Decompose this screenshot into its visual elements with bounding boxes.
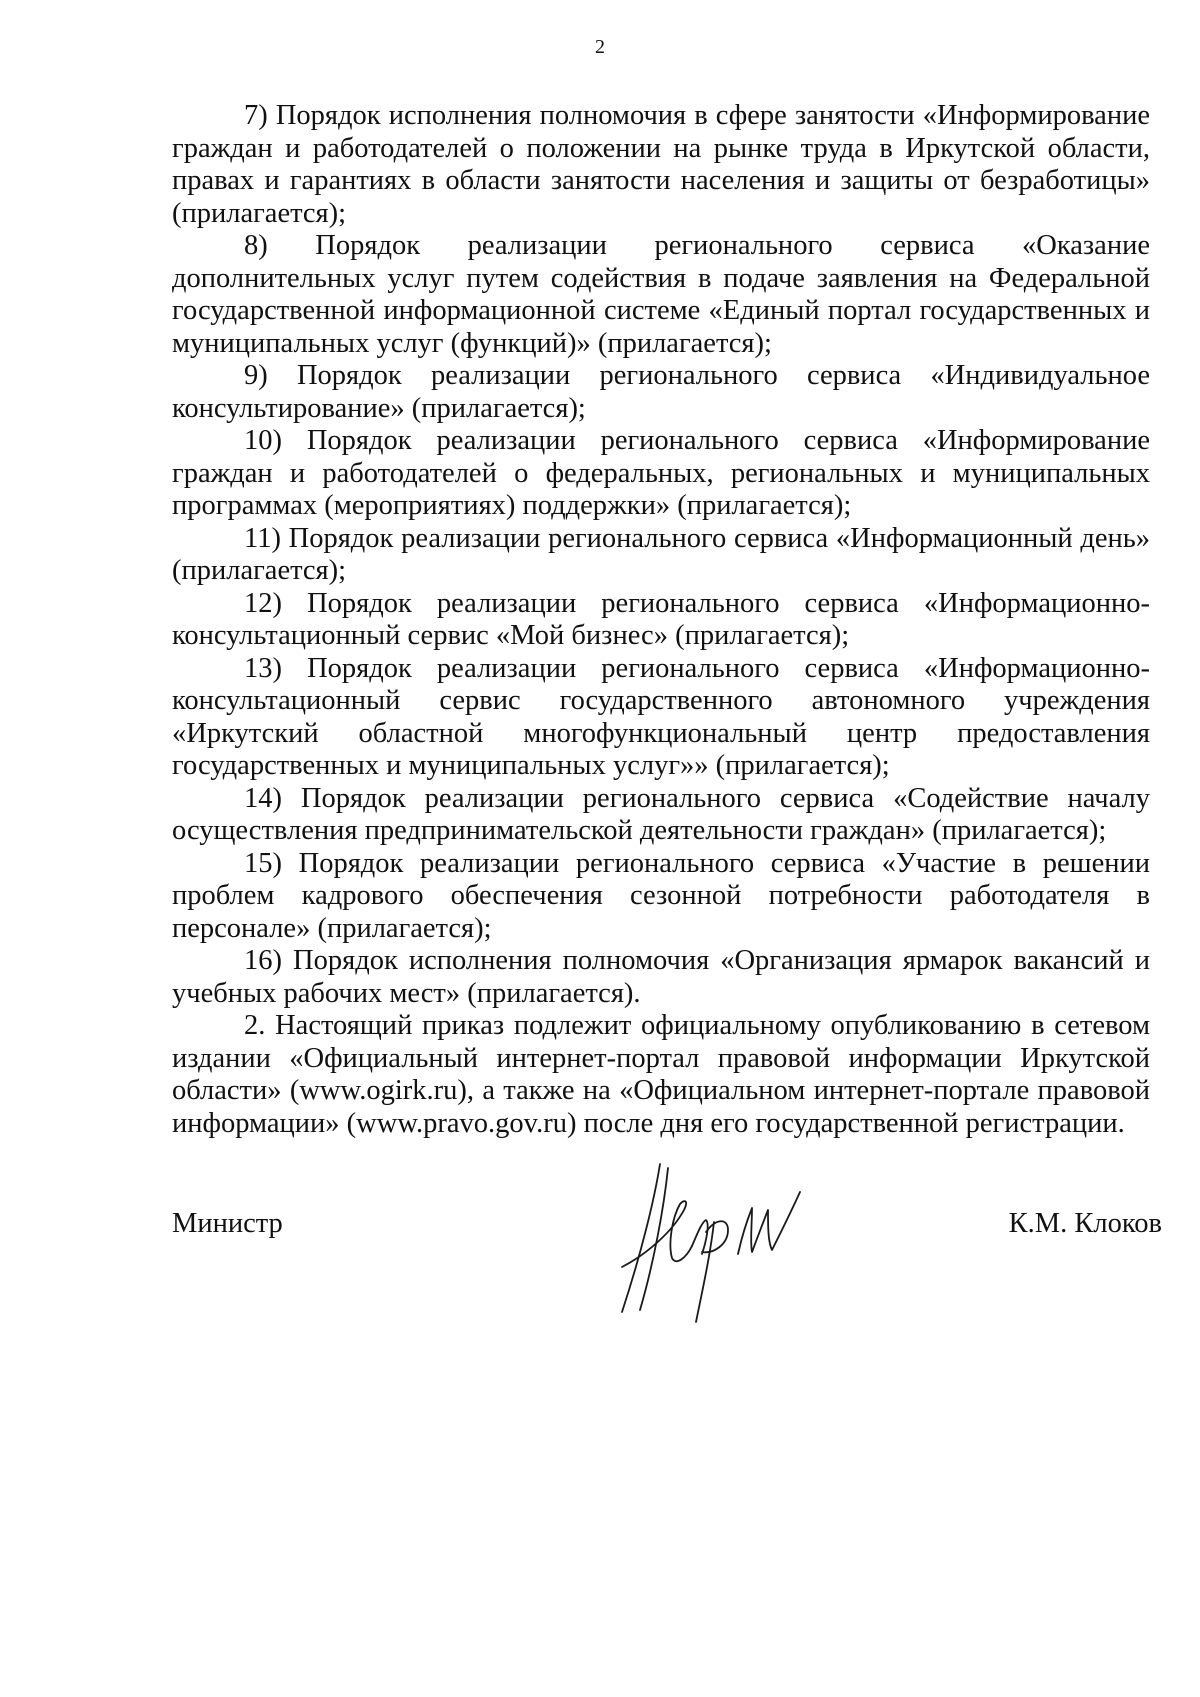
list-item-16: 16) Порядок исполнения полномочия «Организация ярмарок вакансий и учебных рабочих мест» (прилагается). [172,945,1150,1009]
signer-name: К.М. Клоков [1008,1208,1162,1239]
signer-position: Министр [172,1208,283,1239]
list-item-12: 12) Порядок реализации регионального сервиса «Информационно-консультационный сервис «Мой бизнес» (прилагается); [172,587,1150,651]
document-body [172,100,1150,1140]
handwritten-signature [602,1162,812,1332]
list-item-10: 10) Порядок реализации регионального сервиса «Информирование граждан и работодателей о федеральных, региональных и муниципальных программах (мероприятиях) поддержки» (прилагается); [172,425,1150,521]
list-item-15: 15) Порядок реализации регионального сервиса «Участие в решении проблем кадрового обеспечения сезонной потребности работодателя в персонале» (прилагается); [172,847,1150,944]
list-item-8: 8) Порядок реализации регионального сервиса «Оказание дополнительных услуг путем содействия в подаче заявления на Федеральной государственной информационной системе «Единый портал государственных и муниципальных услуг (функций)» (прилагается); [172,230,1150,359]
list-item-11: 11) Порядок реализации регионального сервиса «Информационный день» (прилагается); [172,522,1150,586]
list-item-13: 13) Порядок реализации регионального сервиса «Информационно-консультационный сервис государственного автономного учреждения «Иркутский областной многофункциональный центр предоставления государственных и муниципальных услуг»» (прилагается); [172,652,1150,781]
clause-2-publication: 2. Настоящий приказ подлежит официальному опубликованию в сетевом издании «Официальный интернет-портал правовой информации Иркутской области» (www.ogirk.ru), а также на «Официальном интернет-портале правовой информации» (www.pravo.gov.ru) после дня его государственной регистрации. [172,1010,1150,1139]
signature-block [172,1200,1162,1330]
list-item-9: 9) Порядок реализации регионального сервиса «Индивидуальное консультирование» (прилагается); [172,360,1150,424]
page-number: 2 [595,36,605,58]
list-item-7: 7) Порядок исполнения полномочия в сфере занятости «Информирование граждан и работодателей о положении на рынке труда в Иркутской области, правах и гарантиях в области занятости населения и защиты от безработицы» (прилагается); [172,100,1150,229]
list-item-14: 14) Порядок реализации регионального сервиса «Содействие началу осуществления предпринимательской деятельности граждан» (прилагается); [172,782,1150,846]
